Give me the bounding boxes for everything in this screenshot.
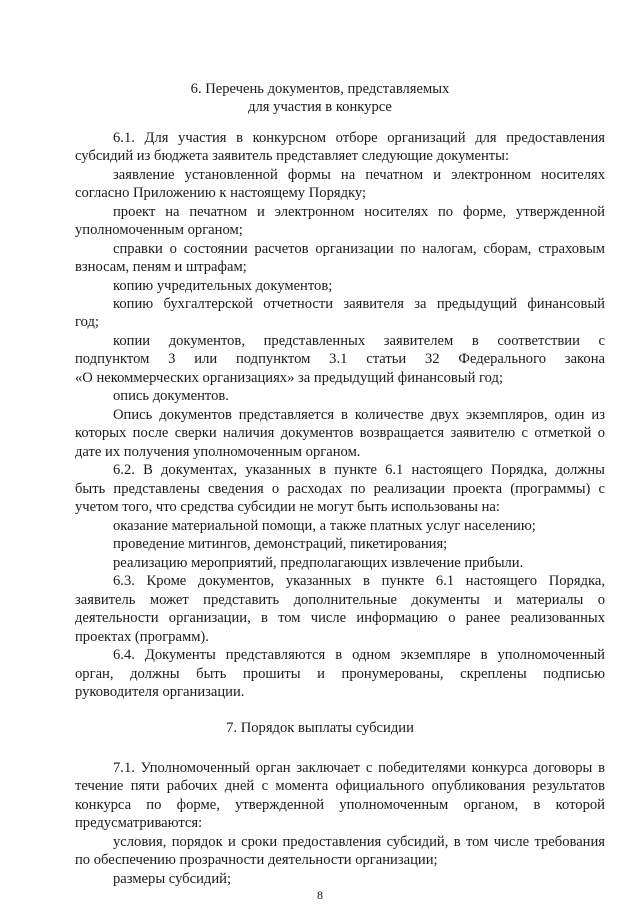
text-line: Опись документов представляется в количестве двух экземпляров, один из	[113, 407, 605, 423]
section-6-title-line-2: для участия в конкурсе	[248, 99, 392, 115]
text-line: размеры субсидий;	[113, 871, 231, 887]
text-line: заявитель может представить дополнительные документы и материалы о	[75, 592, 605, 608]
text-line: 6.4. Документы представляются в одном экземпляре в уполномоченный	[113, 647, 605, 663]
text-line: согласно Приложению к настоящему Порядку;	[75, 185, 367, 201]
text-line: оказание материальной помощи, а также платных услуг населению;	[113, 518, 536, 534]
text-line: «О некоммерческих организациях» за предыдущий финансовый год;	[75, 370, 504, 386]
text-line: по обеспечению прозрачности деятельности организации;	[75, 852, 438, 868]
text-line: 6.3. Кроме документов, указанных в пункте 6.1 настоящего Порядка,	[113, 573, 605, 589]
text-line: проведение митингов, демонстраций, пикетирования;	[113, 536, 448, 552]
section-6-heading	[60, 80, 580, 116]
section-7-title: 7. Порядок выплаты субсидии	[226, 720, 414, 736]
text-line: заявление установленной формы на печатном и электронном носителях	[113, 167, 605, 183]
text-line: течение пяти рабочих дней с момента официального опубликования результатов	[75, 778, 605, 794]
text-line: которых после сверки наличия документов возвращается заявителю с отметкой о	[75, 425, 605, 441]
text-line: проектах (программ).	[75, 629, 209, 645]
text-line: учетом того, что средства субсидии не могут быть использованы на:	[75, 499, 500, 515]
text-line: реализацию мероприятий, предполагающих извлечение прибыли.	[113, 555, 524, 571]
page-number: 8	[317, 888, 323, 902]
text-line: 6.2. В документах, указанных в пункте 6.1 настоящего Порядка, должны	[113, 462, 605, 478]
text-line: субсидий из бюджета заявитель представляет следующие документы:	[75, 148, 510, 164]
text-line: 7.1. Уполномоченный орган заключает с победителями конкурса договоры в	[113, 760, 605, 776]
text-line: орган, должны быть прошиты и пронумерованы, скреплены подписью	[75, 666, 605, 682]
text-line: взносам, пеням и штрафам;	[75, 259, 247, 275]
text-line: дате их получения уполномоченным органом.	[75, 444, 361, 460]
text-line: конкурса по форме, утвержденной уполномоченным органом, в которой	[75, 797, 605, 813]
text-line: быть представлены сведения о расходах по реализации проекта (программы) с	[75, 481, 605, 497]
text-line: предусматриваются:	[75, 815, 203, 831]
text-line: справки о состоянии расчетов организации по налогам, сборам, страховым	[113, 241, 605, 257]
text-line: год;	[75, 314, 99, 330]
text-line: копию учредительных документов;	[113, 278, 333, 294]
text-line: копии документов, представленных заявителем в соответствии с	[113, 333, 605, 349]
text-line: 6.1. Для участия в конкурсном отборе организаций для предоставления	[113, 130, 605, 146]
text-line: подпунктом 3 или подпунктом 3.1 статьи 32 Федерального закона	[75, 351, 605, 367]
text-line: руководителя организации.	[75, 684, 245, 700]
text-line: уполномоченным органом;	[75, 222, 243, 238]
text-line: опись документов.	[113, 388, 229, 404]
text-line: проект на печатном и электронном носителях по форме, утвержденной	[113, 204, 605, 220]
text-line: условия, порядок и сроки предоставления субсидий, в том числе требования	[113, 834, 605, 850]
section-6-title-line-1: 6. Перечень документов, представляемых	[190, 81, 450, 97]
text-line: копию бухгалтерской отчетности заявителя за предыдущий финансовый	[113, 296, 605, 312]
text-line: деятельности организации, в том числе информацию о ранее реализованных	[75, 610, 605, 626]
